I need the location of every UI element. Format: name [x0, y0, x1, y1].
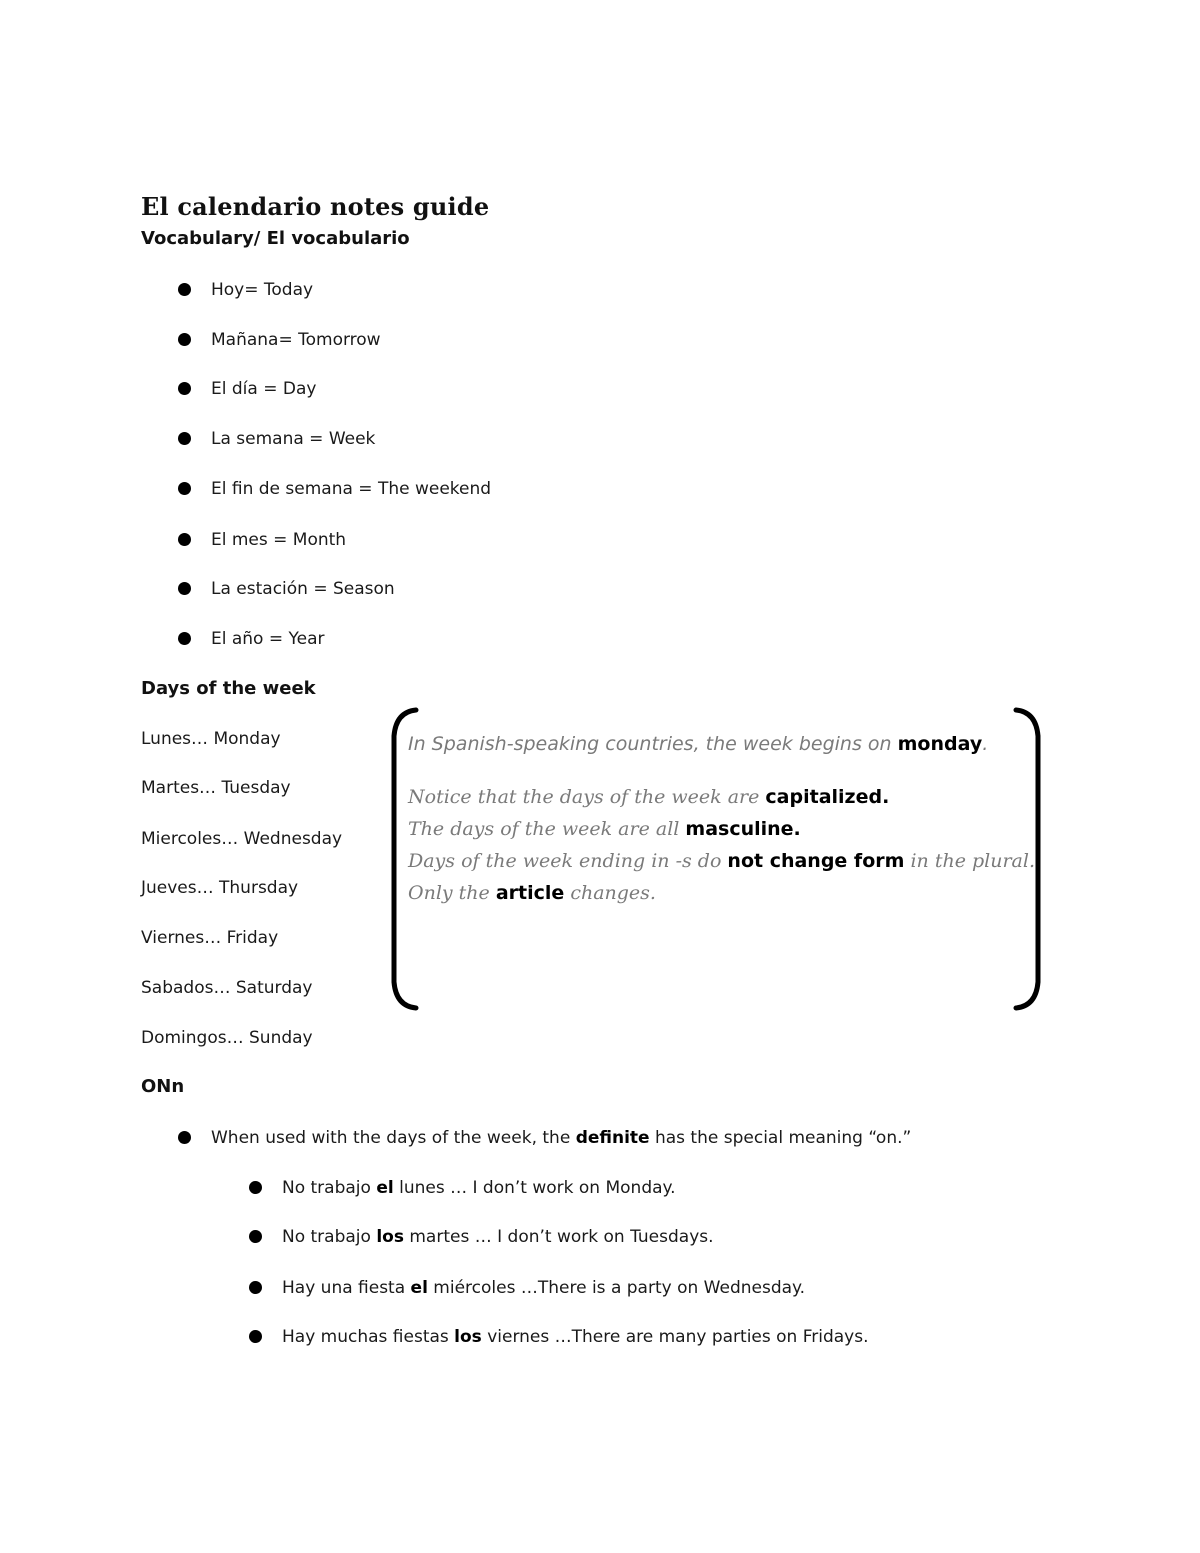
bullet-icon — [178, 1131, 191, 1144]
note-keyword: capitalized. — [765, 786, 890, 808]
example-part: miércoles …There is a party on Wednesday. — [427, 1278, 806, 1298]
note-week-begins — [408, 733, 988, 755]
example-text — [282, 1327, 869, 1347]
bullet-icon — [249, 1181, 262, 1194]
rule-keyword: definite — [575, 1128, 650, 1148]
bullet-icon — [178, 482, 191, 495]
note-masculine — [408, 818, 801, 840]
note-keyword: masculine. — [685, 818, 801, 840]
note-plural — [408, 850, 1035, 872]
vocab-text: El mes = Month — [211, 530, 347, 550]
page-title: El calendario notes guide — [141, 192, 490, 221]
note-text: Days of the week ending in -s do — [408, 850, 728, 872]
day-item: Martes… Tuesday — [141, 778, 291, 798]
bullet-icon — [178, 533, 191, 546]
day-item: Lunes… Monday — [141, 729, 281, 749]
bullet-icon — [249, 1230, 262, 1243]
example-part: martes … I don’t work on Tuesdays. — [403, 1227, 714, 1247]
note-keyword: monday — [897, 733, 983, 755]
note-text: . — [982, 733, 989, 755]
vocab-text: El fin de semana = The weekend — [211, 479, 492, 499]
example-part: Hay muchas fiestas — [282, 1327, 455, 1347]
bullet-icon — [178, 632, 191, 645]
example-article: el — [376, 1178, 394, 1198]
vocab-text: El día = Day — [211, 379, 317, 399]
vocab-text: Mañana= Tomorrow — [211, 330, 381, 350]
bullet-icon — [249, 1330, 262, 1343]
example-part: lunes … I don’t work on Monday. — [393, 1178, 676, 1198]
day-item: Miercoles… Wednesday — [141, 829, 343, 849]
note-text: changes. — [564, 882, 656, 904]
note-text: in the plural. — [904, 850, 1035, 872]
bullet-icon — [178, 432, 191, 445]
days-heading: Days of the week — [141, 678, 316, 699]
vocab-text: El año = Year — [211, 629, 325, 649]
note-keyword: not change form — [727, 850, 905, 872]
example-part: No trabajo — [282, 1227, 377, 1247]
day-item: Domingos… Sunday — [141, 1028, 313, 1048]
bullet-icon — [178, 382, 191, 395]
note-text: In Spanish-speaking countries, the week begins on — [408, 733, 898, 755]
bullet-icon — [178, 582, 191, 595]
example-part: viernes …There are many parties on Fridays. — [481, 1327, 869, 1347]
example-article: el — [410, 1278, 428, 1298]
example-text — [282, 1178, 676, 1198]
example-text — [282, 1227, 714, 1247]
vocab-text: La semana = Week — [211, 429, 376, 449]
day-item: Sabados… Saturday — [141, 978, 313, 998]
note-text: Notice that the days of the week are — [408, 786, 766, 808]
day-item: Jueves… Thursday — [141, 878, 299, 898]
bullet-icon — [178, 333, 191, 346]
note-article — [408, 882, 656, 904]
vocab-text: Hoy= Today — [211, 280, 314, 300]
vocab-text: La estación = Season — [211, 579, 395, 599]
example-part: No trabajo — [282, 1178, 377, 1198]
on-heading: ONn — [141, 1076, 185, 1097]
rule-text: When used with the days of the week, the — [211, 1128, 576, 1148]
rule-text: has the special meaning “on.” — [649, 1128, 912, 1148]
example-article: los — [454, 1327, 482, 1347]
example-text — [282, 1278, 805, 1298]
day-item: Viernes… Friday — [141, 928, 279, 948]
note-capitalized — [408, 786, 889, 808]
example-article: los — [376, 1227, 404, 1247]
on-rule-text — [211, 1128, 911, 1148]
bullet-icon — [178, 283, 191, 296]
note-text: Only the — [408, 882, 496, 904]
example-part: Hay una fiesta — [282, 1278, 411, 1298]
note-keyword: article — [495, 882, 565, 904]
note-text: The days of the week are all — [408, 818, 686, 840]
vocabulary-heading: Vocabulary/ El vocabulario — [141, 228, 410, 249]
bullet-icon — [249, 1281, 262, 1294]
